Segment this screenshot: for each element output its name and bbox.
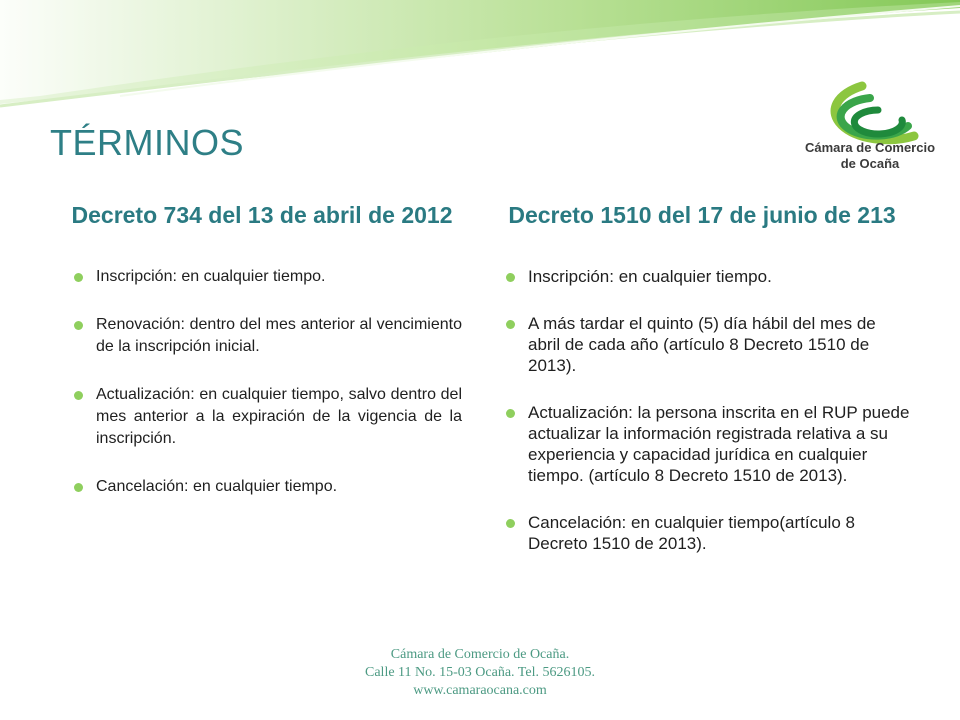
bullet-icon [74,391,83,400]
bullet-icon [506,409,515,418]
list-item [64,266,462,288]
list-item [64,476,462,498]
list-item-text: Actualización: en cualquier tiempo, salvo dentro del mes anterior a la expiración de la vigencia de la inscripción. [96,386,462,447]
left-column-heading: Decreto 734 del 13 de abril de 2012 [71,202,453,228]
logo-line-1: Cámara de Comercio [804,140,936,155]
list-item [496,402,910,486]
bullet-icon [506,273,515,282]
right-term-list [496,266,910,580]
footer-line-1: Cámara de Comercio de Ocaña. [390,647,570,662]
list-item [496,512,910,554]
list-item-text: Inscripción: en cualquier tiempo. [528,267,772,286]
bullet-icon [506,320,515,329]
list-item-text: Actualización: la persona inscrita en el RUP puede actualizar la información registrada relativa a su experiencia y capacidad jurídica en cualquier tiempo. (artículo 8 Decreto 1510 de 2013). [528,403,910,485]
bullet-icon [74,321,83,330]
bullet-icon [74,483,83,492]
footer-website-link[interactable]: www.camaraocana.com [413,683,547,698]
logo-line-2: de Ocaña [840,156,900,171]
list-item [496,266,910,287]
logo-wordmark [800,140,940,172]
list-item [64,314,462,358]
list-item-text: Renovación: dentro del mes anterior al vencimiento de la inscripción inicial. [96,316,462,355]
list-item [64,384,462,450]
bullet-icon [506,519,515,528]
list-item-text: A más tardar el quinto (5) día hábil del mes de abril de cada año (artículo 8 Decreto 1510 de 2013). [528,314,876,375]
bullet-icon [74,273,83,282]
list-item [496,313,910,376]
list-item-text: Cancelación: en cualquier tiempo(artículo 8 Decreto 1510 de 2013). [528,513,855,553]
footer-contact [280,646,680,700]
left-term-list [64,266,462,524]
list-item-text: Inscripción: en cualquier tiempo. [96,268,326,285]
page-title: TÉRMINOS [50,122,245,163]
list-item-text: Cancelación: en cualquier tiempo. [96,478,338,495]
right-column-heading: Decreto 1510 del 17 de junio de 213 [508,202,896,228]
footer-line-2: Calle 11 No. 15-03 Ocaña. Tel. 5626105. [365,665,595,680]
